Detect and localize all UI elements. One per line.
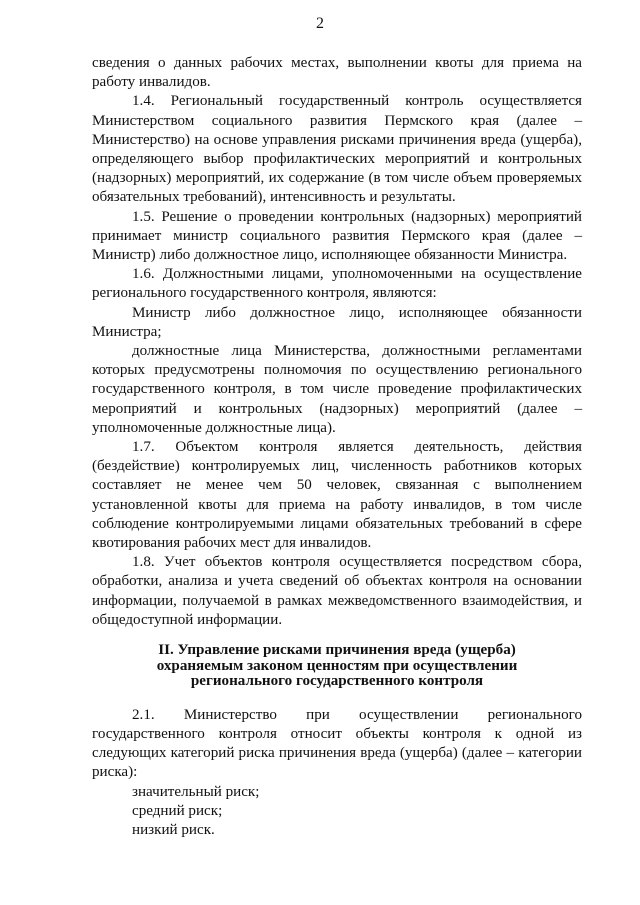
page-number: 2 (316, 15, 324, 32)
paragraph-1-5: 1.5. Решение о проведении контрольных (надзорных) мероприятий принимает министр социального развития Пермского края (далее – Министр) либо должностное лицо, исполняющее обязанности Министра. (92, 208, 582, 264)
paragraph-1-6: 1.6. Должностными лицами, уполномоченными на осуществление регионального государственного контроля, являются: (92, 266, 582, 302)
paragraph-1-7: 1.7. Объектом контроля является деятельность, действия (бездействие) контролируемых лиц, численность работников которых составляет не менее чем 50 человек, связанная с выполнением установленной квоты для приема на работу инвалидов, в том числе соблюдение контролируемыми лицами обязательных требований в сфере квотирования рабочих мест для инвалидов. (92, 439, 582, 552)
document-body (92, 54, 582, 840)
section-heading (92, 643, 582, 690)
paragraph-officials-ministry: должностные лица Министерства, должностными регламентами которых предусмотрены полномочия по осуществлению регионального государственного контроля, в том числе проведение профилактических мероприятий и контрольных (надзорных) мероприятий (далее – уполномоченные должностные лица). (92, 343, 582, 436)
paragraph-2-1: 2.1. Министерство при осуществлении регионального государственного контроля относит объекты контроля к одной из следующих категорий риска причинения вреда (ущерба) (далее – категории риска): (92, 706, 582, 781)
section-heading-line-2: охраняемым законом ценностям при осуществлении (156, 657, 518, 674)
paragraph-1-4: 1.4. Региональный государственный контроль осуществляется Министерством социального развития Пермского края (далее – Министерство) на основе управления рисками причинения вреда (ущерба), определяющего выбор профилактических мероприятий и контрольных (надзорных) мероприятий, их содержание (в том числе объем проверяемых обязательных требований), интенсивность и результаты. (92, 93, 582, 206)
section-heading-line-3: регионального государственного контроля (190, 673, 484, 690)
section-heading-line-1: II. Управление рисками причинения вреда (ущерба) (158, 642, 516, 659)
list-item: значительный риск; (132, 783, 260, 800)
paragraph-officials-minister: Министр либо должностное лицо, исполняющее обязанности Министра; (92, 304, 582, 340)
paragraph-1-8: 1.8. Учет объектов контроля осуществляется посредством сбора, обработки, анализа и учета сведений об объектах контроля на основании информации, получаемой в рамках межведомственного взаимодействия, и общедоступной информации. (92, 554, 582, 628)
paragraph-continuation: сведения о данных рабочих местах, выполнении квоты для приема на работу инвалидов. (92, 55, 582, 91)
list-item: низкий риск. (132, 822, 215, 839)
list-item: средний риск; (132, 802, 223, 819)
risk-category-list (92, 783, 582, 841)
